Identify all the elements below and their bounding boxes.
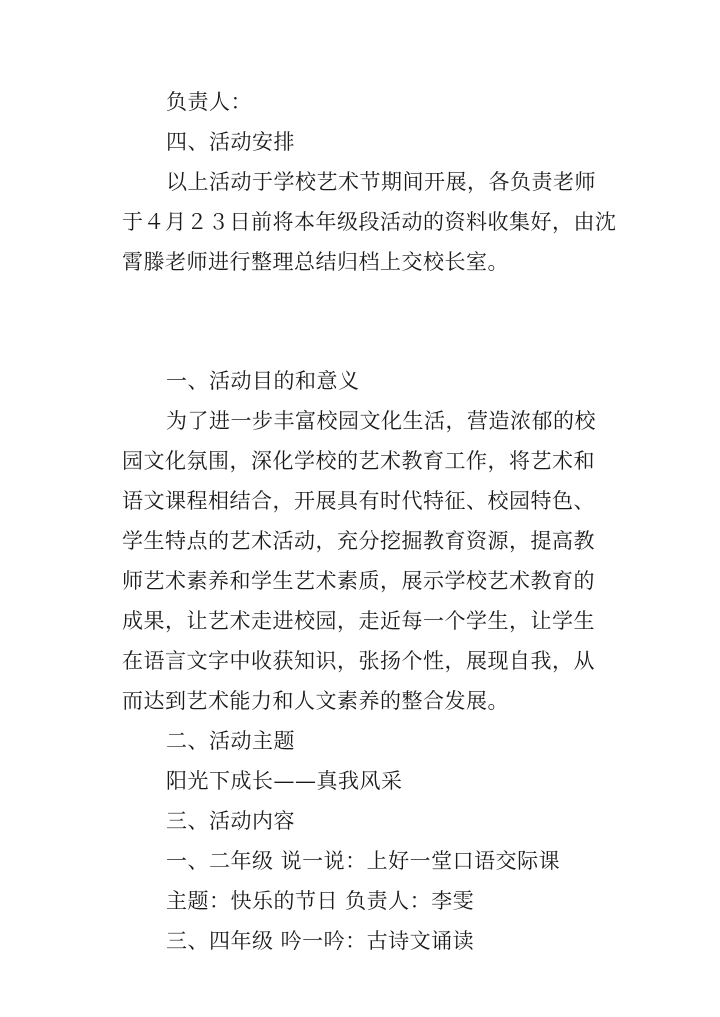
heading-content: 三、活动内容 [166,809,295,833]
paragraph-line: 以上活动于学校艺术节期间开展，各负责老师 [166,170,596,194]
theme-text: 阳光下成长——真我风采 [166,769,403,793]
heading-activity-arrangement: 四、活动安排 [166,130,295,154]
responsible-label: 负责人： [166,90,252,114]
paragraph-line: 语文课程相结合，开展具有时代特征、校园特色、 [122,489,595,513]
content-line: 主题：快乐的节日 负责人：李雯 [166,889,475,913]
paragraph-line: 园文化氛围，深化学校的艺术教育工作，将艺术和 [122,449,595,473]
paragraph-line: 而达到艺术能力和人文素养的整合发展。 [122,689,509,713]
paragraph-line: 于４月２３日前将本年级段活动的资料收集好，由沈 [122,210,617,234]
paragraph-line: 学生特点的艺术活动，充分挖掘教育资源，提高教 [122,529,595,553]
content-line: 一、二年级 说一说：上好一堂口语交际课 [166,849,561,873]
paragraph-line: 为了进一步丰富校园文化生活，营造浓郁的校 [166,409,596,433]
paragraph-line: 霄滕老师进行整理总结归档上交校长室。 [122,250,509,274]
paragraph-line: 师艺术素养和学生艺术素质，展示学校艺术教育的 [122,569,595,593]
paragraph-line: 在语言文字中收获知识，张扬个性，展现自我，从 [122,649,595,673]
heading-purpose: 一、活动目的和意义 [166,369,360,393]
heading-theme: 二、活动主题 [166,729,295,753]
content-line: 三、四年级 吟一吟：古诗文诵读 [166,929,475,953]
paragraph-line: 成果，让艺术走进校园，走近每一个学生，让学生 [122,609,595,633]
